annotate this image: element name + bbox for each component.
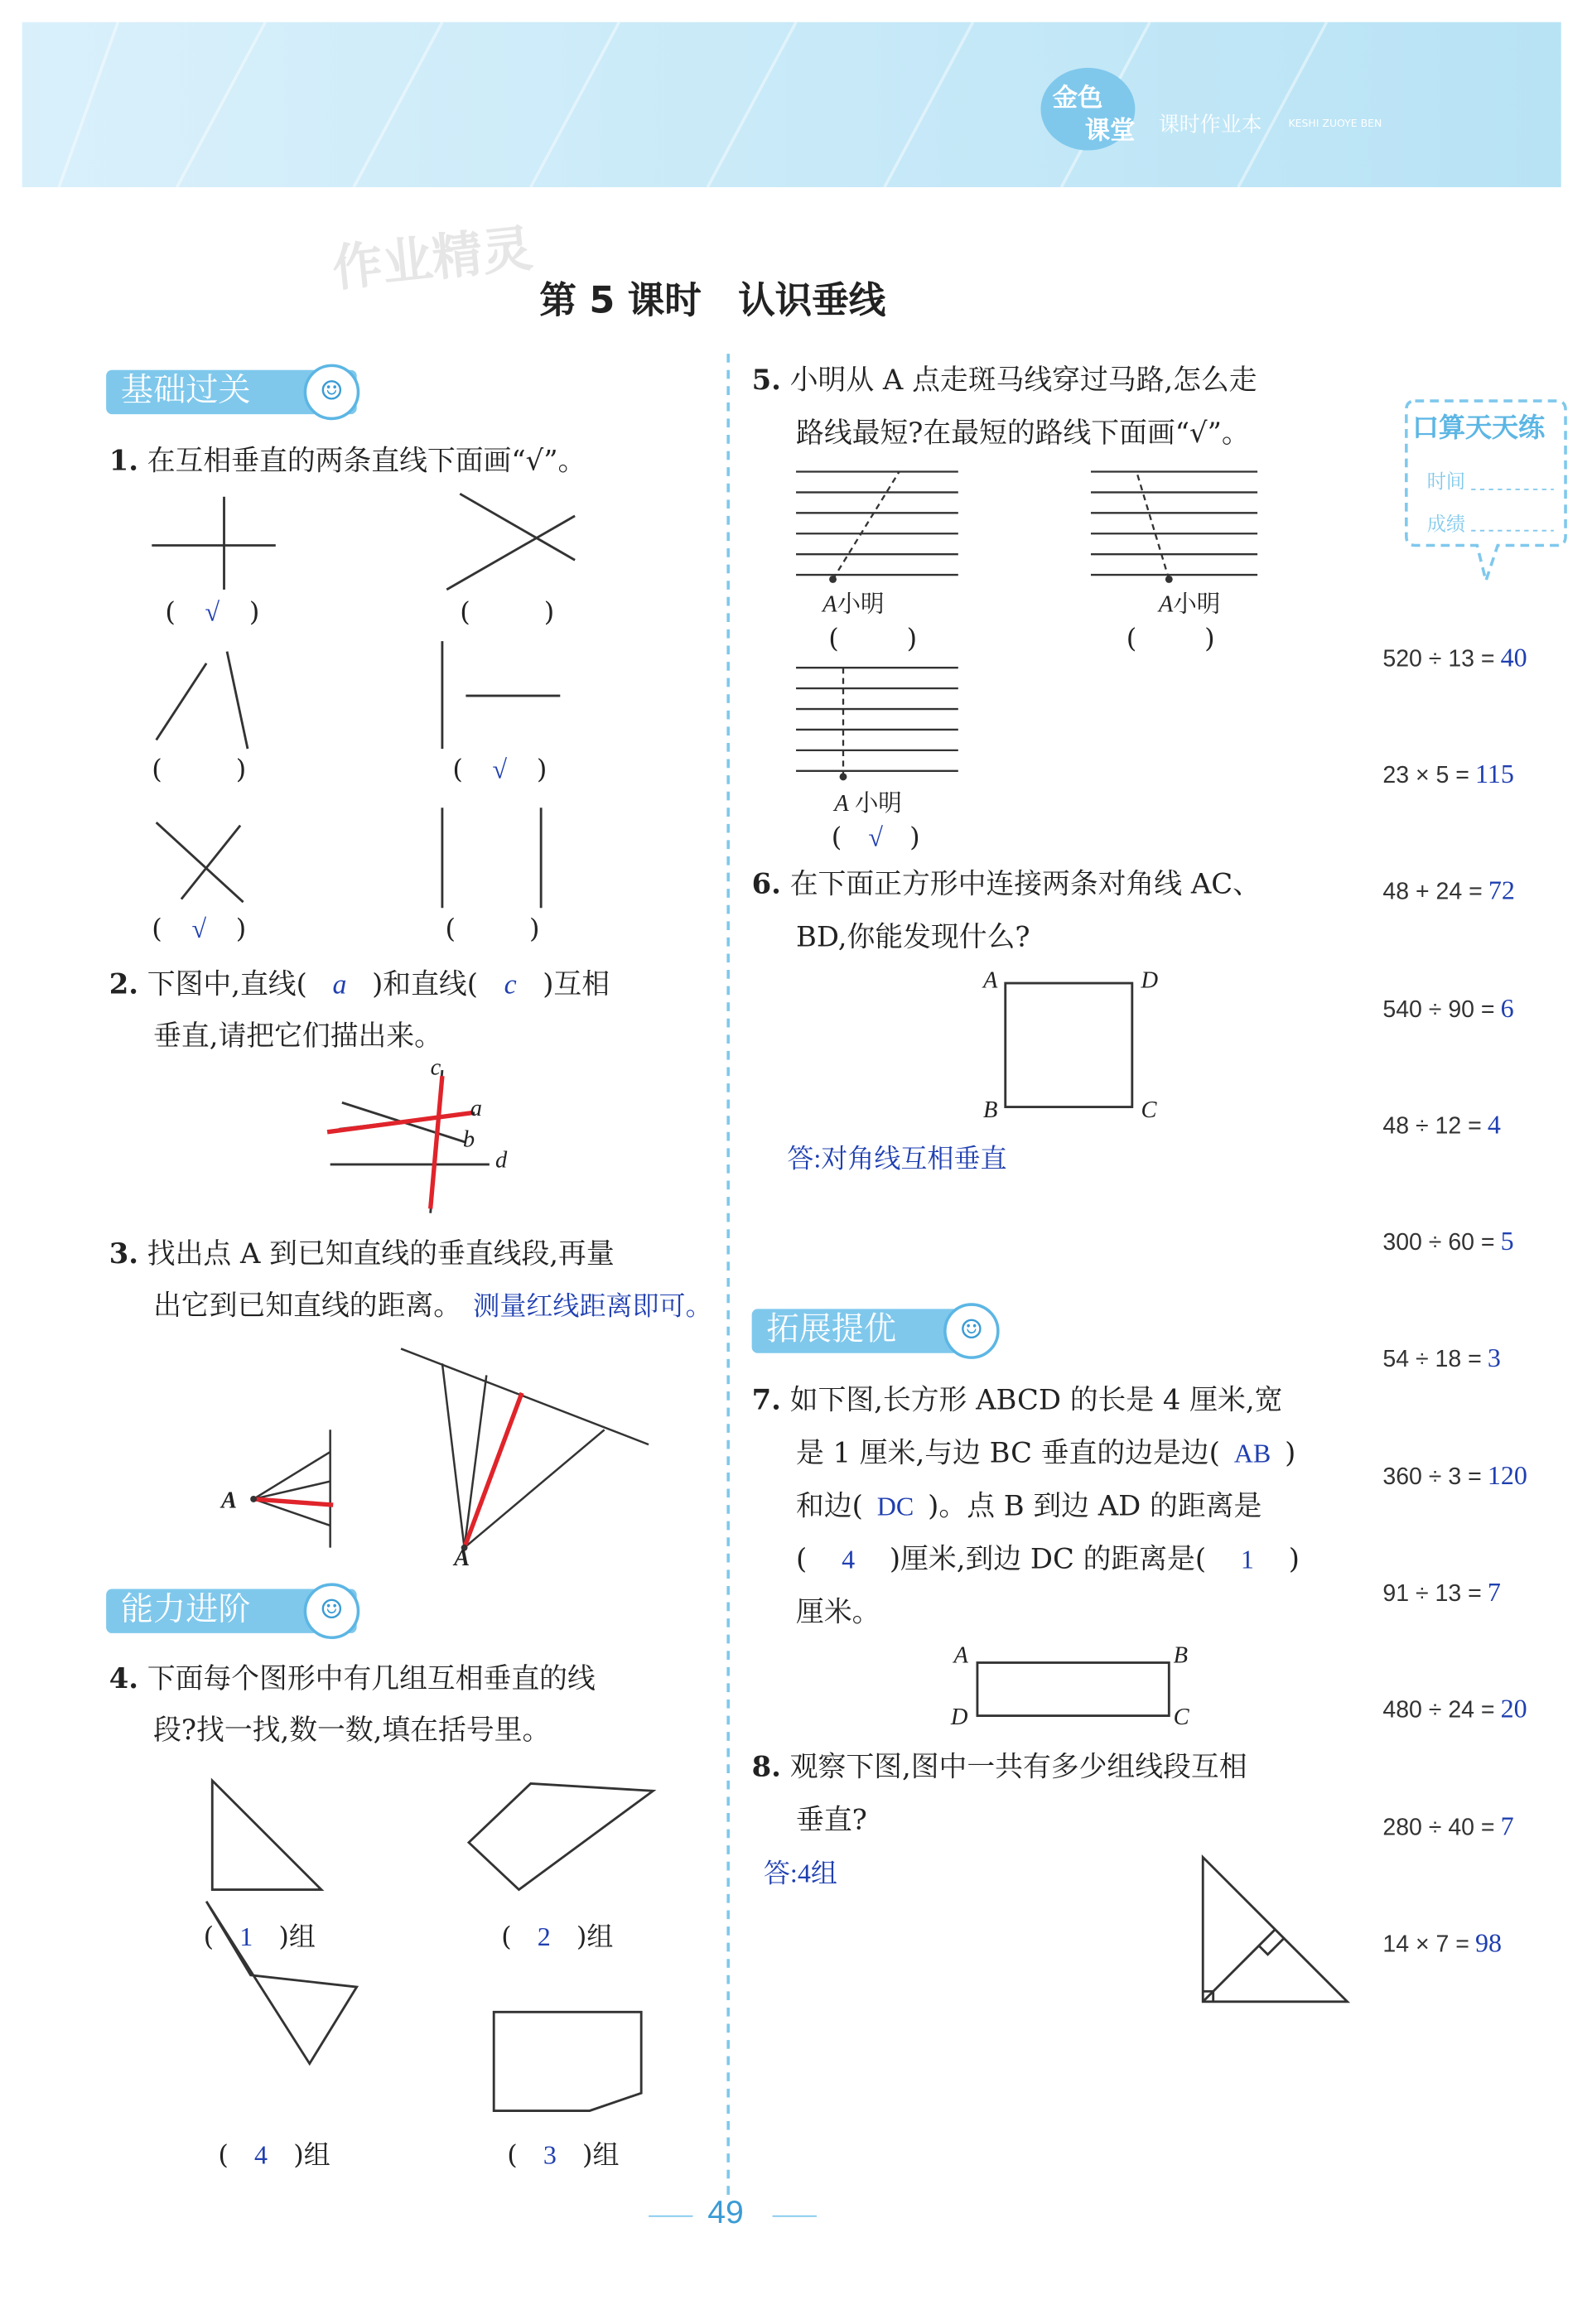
q8-stem: 观察下图,图中一共有多少组线段互相: [789, 1751, 1247, 1784]
brand-top: 金色: [1052, 84, 1103, 114]
q4-answer-3[interactable]: 4: [254, 2140, 268, 2170]
oral-answer[interactable]: 3: [1487, 1343, 1501, 1372]
q7-line2: 是 1 厘米,与边 BC 垂直的边是边( AB ): [796, 1427, 1295, 1480]
q7-stem-3a: 和边(: [796, 1490, 863, 1523]
page-number: 49: [707, 2193, 744, 2230]
q5-paren-2: ( ): [1126, 623, 1215, 655]
q1-figures: [133, 486, 751, 928]
watermark: 作业精灵: [330, 219, 536, 300]
q8-figure: [1194, 1850, 1357, 2013]
oral-answer[interactable]: 98: [1474, 1927, 1503, 1958]
q3-line2: [153, 1280, 712, 1333]
oral-item: [1382, 1577, 1500, 1608]
mascot-icon: ☺: [943, 1303, 1000, 1359]
oral-item: [1382, 1343, 1500, 1373]
q5-stem: 小明从 A 点走斑马线穿过马路,怎么走: [789, 364, 1257, 397]
q5-point-label-3: A: [834, 791, 849, 817]
page-number-right-rule: [773, 2216, 817, 2217]
q3-line1: [109, 1227, 615, 1280]
q5-line1: [752, 354, 1257, 407]
q4-unit-4: )组: [582, 2140, 620, 2172]
q4-number: 4.: [109, 1662, 139, 1695]
q7-vertex-c: C: [1173, 1705, 1189, 1731]
oral-answer[interactable]: 20: [1500, 1693, 1527, 1724]
q4-answer-1[interactable]: 1: [239, 1921, 253, 1952]
q3-answer[interactable]: 测量红线距离即可。: [473, 1291, 712, 1321]
oral-expression: 91 ÷ 13 =: [1382, 1581, 1482, 1607]
q3-stem-2: 出它到已知直线的距离。: [153, 1290, 462, 1323]
q2-number: 2.: [109, 968, 139, 1001]
q2-label-a: a: [470, 1097, 482, 1122]
q2-text-b: )和直线(: [372, 968, 478, 1001]
section-extend: [752, 1309, 973, 1352]
oral-item: [1382, 643, 1527, 673]
oral-answer[interactable]: 115: [1474, 759, 1514, 789]
oral-item: [1382, 1461, 1527, 1492]
series-name: 课时作业本: [1158, 113, 1262, 137]
oral-answer[interactable]: 72: [1488, 875, 1515, 905]
q3-label-a2: A: [454, 1545, 470, 1572]
oral-item: [1382, 759, 1514, 790]
q1-text: [109, 435, 586, 488]
q1-answer-5[interactable]: √: [191, 914, 207, 944]
q1-paren-4: ( √ ): [452, 755, 548, 786]
oral-item: [1382, 1227, 1513, 1257]
q4-answer-2[interactable]: 2: [537, 1921, 551, 1952]
q4-paren-1: ( 1 )组: [203, 1921, 316, 1954]
q2-line2: 垂直,请把它们描出来。: [153, 1020, 442, 1053]
q6-number: 6.: [751, 868, 781, 901]
q1-answer-4[interactable]: √: [492, 755, 508, 784]
q7-stem-3b: )。点 B 到边 AD 的距离是: [928, 1490, 1262, 1523]
oral-item: [1382, 1811, 1513, 1842]
section-ability-label: 能力进阶: [120, 1592, 251, 1629]
q6-stem: 在下面正方形中连接两条对角线 AC、: [789, 868, 1262, 901]
q4-paren-2: ( 2 )组: [501, 1921, 614, 1954]
oral-expression: 300 ÷ 60 =: [1382, 1231, 1495, 1256]
q4-paren-4: ( 3 )组: [507, 2140, 620, 2172]
q5-line2: 路线最短?在最短的路线下面画“√”。: [796, 417, 1250, 450]
oral-expression: 14 × 7 =: [1382, 1932, 1469, 1958]
q6-square: [1002, 981, 1150, 1113]
q2-text-c: )互相: [543, 968, 610, 1001]
q6-vertex-d: D: [1141, 968, 1159, 994]
q5-name-1: 小明: [837, 589, 885, 618]
oral-item: [1382, 1928, 1502, 1959]
oral-item: [1382, 875, 1515, 906]
oral-expression: 48 ÷ 12 =: [1382, 1114, 1482, 1140]
oral-item: [1382, 994, 1513, 1025]
q4-unit-2: )组: [576, 1921, 614, 1954]
q5-answer-3[interactable]: √: [868, 822, 883, 852]
q8-line2: 垂直?: [796, 1804, 867, 1837]
q7-vertex-b: B: [1173, 1643, 1189, 1669]
oral-answer[interactable]: 120: [1487, 1460, 1527, 1491]
q4-unit-1: )组: [278, 1921, 316, 1954]
q7-answer-3[interactable]: 4: [842, 1545, 856, 1574]
q2-line1: [109, 958, 610, 1013]
oral-answer[interactable]: 4: [1487, 1110, 1501, 1140]
q2-text-a: 下图中,直线(: [147, 968, 307, 1001]
q1-paren-3: ( ): [152, 755, 247, 786]
oral-item: [1382, 1110, 1500, 1140]
q6-vertex-c: C: [1141, 1097, 1157, 1124]
q2-label-c: c: [430, 1055, 441, 1081]
q7-stem-1: 如下图,长方形 ABCD 的长是 4 厘米,宽: [789, 1384, 1283, 1417]
oral-score-label: 成绩: [1426, 514, 1466, 537]
q5-paren-1: ( ): [828, 623, 918, 655]
q2-answer-c[interactable]: c: [504, 970, 517, 1001]
oral-time-label: 时间: [1426, 471, 1466, 494]
q5-point-label-1: A: [823, 592, 837, 618]
q7-vertex-d: D: [950, 1705, 968, 1731]
oral-answer[interactable]: 7: [1500, 1811, 1514, 1841]
oral-expression: 54 ÷ 18 =: [1382, 1347, 1482, 1372]
q2-figure: [325, 1058, 531, 1221]
q5-point-label-2: A: [1158, 592, 1174, 618]
q5-name-2: 小明: [1173, 589, 1221, 618]
q5-point-2: [1159, 586, 1220, 620]
q2-label-d: d: [494, 1148, 508, 1174]
oral-title: 口算天天练: [1411, 412, 1546, 444]
section-extend-label: 拓展提优: [766, 1311, 897, 1349]
q7-stem-4: )厘米,到边 DC 的距离是(: [889, 1543, 1207, 1576]
q4-stem: 下面每个图形中有几组互相垂直的线: [147, 1662, 596, 1695]
series-pinyin: KESHI ZUOYE BEN: [1288, 118, 1382, 130]
q7-stem-2: 是 1 厘米,与边 BC 垂直的边是边(: [796, 1437, 1220, 1470]
oral-expression: 280 ÷ 40 =: [1382, 1815, 1495, 1841]
oral-expression: 520 ÷ 13 =: [1382, 647, 1495, 673]
brand-bottom: 课堂: [1084, 116, 1136, 147]
q1-stem: 在互相垂直的两条直线下面画“√”。: [147, 445, 586, 478]
q6-line2: BD,你能发现什么?: [796, 921, 1030, 954]
q3-number: 3.: [109, 1237, 139, 1271]
q7-answer-2[interactable]: DC: [876, 1492, 914, 1521]
oral-expression: 540 ÷ 90 =: [1382, 997, 1495, 1024]
q7-line1: [752, 1374, 1283, 1427]
lesson-title: 第 5 课时 认识垂线: [539, 278, 886, 321]
q1-paren-1: ( √ ): [165, 596, 260, 629]
q7-rectangle: [973, 1658, 1180, 1723]
q7-vertex-a: A: [953, 1643, 968, 1669]
q3-label-a1: A: [220, 1488, 237, 1514]
q2-answer-a[interactable]: a: [332, 970, 347, 1001]
q1-number: 1.: [109, 445, 139, 478]
oral-answer[interactable]: 7: [1487, 1577, 1501, 1607]
mascot-icon: ☺: [304, 364, 360, 421]
oral-expression: 360 ÷ 3 =: [1382, 1465, 1482, 1491]
q5-point-3: [834, 784, 902, 818]
q5-name-3: 小明: [854, 788, 902, 817]
q8-line1: [752, 1741, 1247, 1794]
q4-unit-3: )组: [293, 2140, 330, 2172]
q7-line5: 厘米。: [796, 1596, 880, 1629]
q7-number: 7.: [751, 1384, 781, 1417]
q2-label-b: b: [462, 1127, 475, 1153]
oral-expression: 23 × 5 =: [1382, 763, 1469, 789]
oral-answer[interactable]: 40: [1500, 642, 1527, 673]
oral-item: [1382, 1694, 1527, 1724]
q6-answer[interactable]: 答:对角线互相垂直: [787, 1144, 1007, 1174]
q5-number: 5.: [751, 364, 781, 397]
q6-vertex-b: B: [983, 1097, 998, 1124]
oral-answer[interactable]: 5: [1500, 1226, 1514, 1256]
oral-expression: 48 + 24 =: [1382, 880, 1483, 905]
q8-answer[interactable]: 答:4组: [763, 1859, 837, 1888]
mascot-icon: ☺: [304, 1583, 360, 1639]
q1-paren-6: ( ): [445, 914, 540, 945]
q4-answer-4[interactable]: 3: [543, 2140, 557, 2170]
oral-expression: 480 ÷ 24 =: [1382, 1698, 1495, 1724]
q5-point-1: [823, 586, 884, 620]
q1-paren-5: ( √ ): [152, 914, 247, 945]
q7-answer-1[interactable]: AB: [1233, 1438, 1271, 1468]
section-basic-label: 基础过关: [120, 373, 251, 410]
q7-line3: [796, 1480, 1262, 1533]
page-number-left-rule: [649, 2216, 692, 2217]
q7-answer-4[interactable]: 1: [1240, 1545, 1254, 1574]
oral-answer[interactable]: 6: [1500, 993, 1514, 1024]
q4-line2: 段?找一找,数一数,填在括号里。: [153, 1714, 551, 1747]
q4-line1: [109, 1652, 596, 1705]
q7-line4: ( 4 )厘米,到边 DC 的距离是( 1 ): [796, 1533, 1300, 1586]
q3-stem: 找出点 A 到已知直线的垂直线段,再量: [147, 1237, 615, 1271]
header-banner: [0, 0, 1592, 191]
q6-line1: [752, 858, 1261, 911]
q1-paren-2: ( ): [460, 596, 555, 629]
q8-number: 8.: [751, 1751, 781, 1784]
q5-paren-3: ( √ ): [831, 822, 920, 854]
q1-answer-1[interactable]: √: [205, 596, 220, 627]
q6-vertex-a: A: [983, 968, 998, 994]
q4-paren-3: ( 4 )组: [218, 2140, 330, 2172]
